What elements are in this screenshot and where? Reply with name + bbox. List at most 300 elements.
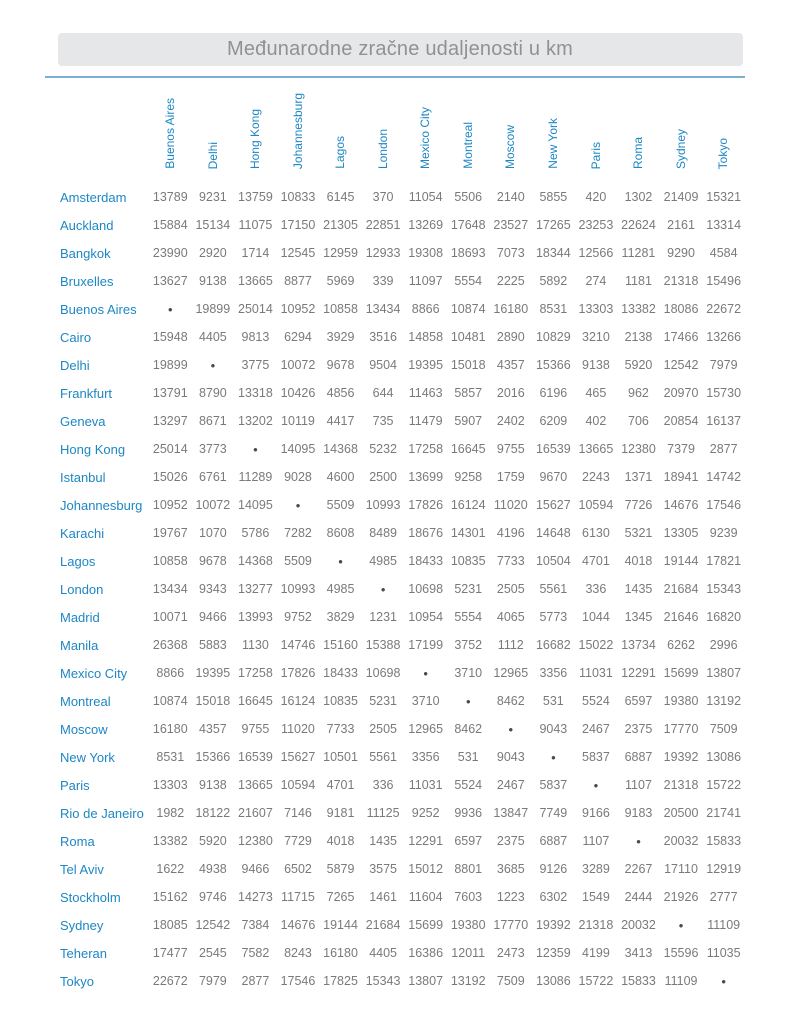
distance-cell: 4417 [326,414,355,428]
distance-cell: 18433 [408,554,444,568]
distance-cell: 402 [585,414,607,428]
table-row [45,659,745,687]
distance-cell: 10072 [195,498,231,512]
distance-cell: 16539 [238,750,273,764]
distance-cell: 3413 [624,946,653,960]
row-header: Amsterdam [60,189,127,205]
distance-cell: 5554 [454,610,483,624]
distance-cell: 8462 [496,694,525,708]
distance-cell: 2877 [709,442,738,456]
distance-cell: 1549 [582,890,610,904]
table-row [45,743,745,771]
distance-cell: 21409 [663,190,699,204]
row-header: Manila [60,637,99,653]
distance-cell: 1714 [241,246,270,260]
distance-cell: 7073 [496,246,525,260]
distance-cell: 16820 [706,610,742,624]
column-header-label: Paris [588,141,603,169]
distance-cell: 18085 [152,918,188,932]
distance-cell: 10835 [450,554,486,568]
distance-cell: 13305 [663,526,699,540]
distance-cell: 11479 [408,414,443,428]
distance-cell: 19899 [152,358,188,372]
distance-cell: 7979 [198,974,227,988]
distance-cell: 15496 [706,274,742,288]
table-body [45,183,745,995]
distance-cell: 5786 [241,526,270,540]
diagonal-dot: • [423,665,428,681]
distance-cell: 3752 [454,638,483,652]
header-row [45,82,745,183]
distance-cell: 16645 [450,442,486,456]
row-header: Delhi [60,357,90,373]
distance-cell: 12291 [621,666,656,680]
distance-cell: 15018 [195,694,231,708]
distance-cell: 16682 [535,638,571,652]
column-header-label: Roma [631,136,646,169]
distance-cell: 1107 [582,834,610,848]
distance-cell: 17258 [408,442,444,456]
distance-cell: 7603 [454,890,483,904]
distance-cell: 2545 [198,946,227,960]
distance-cell: 2467 [582,722,610,736]
distance-cell: 10594 [578,498,614,512]
column-header [575,82,618,183]
distance-cell: 12919 [706,862,742,876]
distance-cell: 6761 [198,470,227,484]
distance-cell: 706 [628,414,649,428]
distance-cell: 22672 [152,974,188,988]
distance-cell: 531 [457,750,479,764]
distance-cell: 21646 [663,610,699,624]
distance-cell: 2140 [496,190,525,204]
distance-cell: 25014 [238,302,273,316]
distance-cell: 15722 [578,974,614,988]
distance-cell: 13993 [238,610,273,624]
distance-cell: 13297 [152,414,188,428]
distance-cell: 6209 [539,414,568,428]
distance-cell: 23253 [578,218,614,232]
distance-cell: 962 [628,386,649,400]
distance-cell: 8877 [284,274,312,288]
distance-cell: 16180 [152,722,188,736]
distance-cell: 14095 [238,498,273,512]
diagonal-dot: • [593,777,599,793]
distance-cell: 5524 [582,694,610,708]
distance-cell: 4985 [369,554,397,568]
distance-cell: 13318 [238,386,273,400]
distance-cell: 3710 [411,694,440,708]
distance-cell: 3773 [198,442,227,456]
distance-cell: 2877 [241,974,270,988]
distance-cell: 10501 [323,750,358,764]
row-header: Auckland [60,217,114,233]
distance-cell: 11289 [238,470,273,484]
distance-cell: 4196 [496,526,525,540]
table-row [45,239,745,267]
distance-cell: 15596 [663,946,699,960]
column-header [702,82,745,183]
distance-cell: 6887 [624,750,653,764]
distance-cell: 5561 [539,582,568,596]
distance-cell: 10952 [280,302,316,316]
distance-cell: 19144 [663,554,699,568]
distance-cell: 8801 [454,862,483,876]
distance-cell: 13192 [706,694,742,708]
distance-cell: 15160 [323,638,358,652]
distance-cell: 6597 [624,694,653,708]
distance-cell: 14301 [450,526,486,540]
distance-cell: 18086 [663,302,699,316]
distance-cell: 19380 [663,694,699,708]
distance-cell: 11020 [493,498,528,512]
distance-cell: 19899 [195,302,231,316]
distance-cell: 4018 [624,554,653,568]
distance-cell: 15022 [578,638,614,652]
row-header: Bruxelles [60,273,114,289]
distance-cell: 15134 [195,218,231,232]
column-header-label: Montreal [460,122,475,169]
row-header: Stockholm [60,889,121,905]
distance-cell: 10858 [152,554,188,568]
distance-cell: 19308 [408,246,444,260]
diagonal-dot: • [636,833,641,849]
distance-cell: 13759 [238,190,273,204]
row-header: New York [60,749,115,765]
diagonal-dot: • [508,721,514,737]
distance-cell: 19380 [450,918,486,932]
table-row [45,575,745,603]
distance-cell: 644 [372,386,394,400]
table-row [45,351,745,379]
distance-cell: 10072 [280,358,316,372]
distance-cell: 26368 [152,638,188,652]
column-header [617,82,660,183]
distance-cell: 2500 [369,470,397,484]
diagonal-dot: • [380,581,386,597]
distance-cell: 8531 [539,302,568,316]
distance-cell: 10993 [365,498,401,512]
distance-cell: 339 [372,274,394,288]
distance-cell: 10829 [535,330,571,344]
distance-cell: 15699 [663,666,699,680]
distance-cell: 10594 [280,778,316,792]
distance-cell: 13627 [152,274,188,288]
distance-cell: 6130 [582,526,610,540]
row-header: Hong Kong [60,441,126,457]
distance-cell: 1107 [625,778,652,792]
distance-cell: 8866 [156,666,185,680]
table-row [45,799,745,827]
row-header: Madrid [60,609,100,625]
distance-cell: 12359 [535,946,571,960]
distance-cell: 16137 [706,414,742,428]
distance-cell: 13192 [450,974,486,988]
distance-cell: 10835 [323,694,358,708]
distance-cell: 9252 [411,806,440,820]
distance-cell: 9343 [198,582,227,596]
distance-cell: 9239 [709,526,738,540]
distance-cell: 11031 [578,666,613,680]
distance-cell: 1112 [497,638,524,652]
distance-cell: 5879 [326,862,355,876]
row-header: Buenos Aires [60,301,137,317]
distance-cell: 2243 [582,470,610,484]
distance-cell: 1622 [156,862,185,876]
distance-cell: 5554 [454,274,483,288]
distance-cell: 3356 [539,666,568,680]
distance-cell: 15730 [706,386,742,400]
distance-cell: 14742 [706,470,742,484]
distance-cell: 9466 [241,862,270,876]
distance-cell: 10119 [281,414,315,428]
distance-cell: 7733 [326,722,355,736]
distance-cell: 4584 [709,246,738,260]
distance-cell: 7749 [539,806,568,820]
distance-cell: 2505 [496,582,525,596]
distance-cell: 15627 [280,750,316,764]
distance-cell: 6887 [539,834,568,848]
distance-cell: 7384 [241,918,270,932]
distance-cell: 15833 [621,974,656,988]
distance-cell: 10071 [152,610,188,624]
distance-cell: 17648 [450,218,486,232]
distance-cell: 3516 [369,330,397,344]
distance-cell: 15627 [535,498,571,512]
distance-cell: 10833 [280,190,316,204]
distance-cell: 13665 [238,778,273,792]
table-row [45,519,745,547]
distance-cell: 11463 [408,386,443,400]
distance-cell: 1759 [496,470,525,484]
row-header: Paris [60,777,90,793]
distance-cell: 21741 [706,806,742,820]
distance-cell: 3356 [411,750,440,764]
distance-cell: 3210 [582,330,610,344]
table-header [45,82,745,183]
distance-cell: 13847 [493,806,529,820]
distance-cell: 13699 [408,470,444,484]
distance-cell: 13665 [238,274,273,288]
distance-cell: 7282 [284,526,312,540]
distance-table [45,82,745,995]
distance-cell: 2016 [496,386,525,400]
row-header: Istanbul [60,469,106,485]
distance-cell: 3929 [326,330,355,344]
table-row [45,603,745,631]
column-header [660,82,703,183]
table-row [45,547,745,575]
distance-cell: 5509 [326,498,355,512]
distance-cell: 6145 [326,190,355,204]
distance-cell: 14648 [535,526,571,540]
table-row [45,267,745,295]
distance-cell: 16539 [535,442,571,456]
distance-cell: 11109 [707,918,741,932]
distance-cell: 4701 [326,778,355,792]
diagonal-dot: • [210,357,216,373]
distance-cell: 21318 [578,918,614,932]
distance-cell: 5969 [326,274,355,288]
distance-cell: 5773 [539,610,568,624]
distance-cell: 13434 [365,302,401,316]
distance-cell: 7509 [709,722,738,736]
distance-cell: 7265 [326,890,355,904]
distance-cell: 18941 [663,470,699,484]
distance-cell: 336 [585,582,607,596]
distance-cell: 18676 [408,526,444,540]
distance-cell: 11604 [408,890,443,904]
distance-cell: 12933 [365,246,401,260]
distance-cell: 5837 [582,750,610,764]
distance-cell: 21607 [238,806,273,820]
distance-cell: 5837 [539,778,568,792]
distance-cell: 13277 [238,582,273,596]
distance-cell: 12542 [663,358,699,372]
distance-cell: 13303 [578,302,614,316]
distance-cell: 9752 [284,610,312,624]
row-header: Sydney [60,917,104,933]
distance-cell: 17150 [280,218,316,232]
distance-cell: 3289 [582,862,610,876]
row-header: Cairo [60,329,92,345]
distance-cell: 531 [542,694,564,708]
distance-cell: 17265 [535,218,571,232]
distance-cell: 25014 [152,442,188,456]
distance-cell: 19395 [408,358,444,372]
distance-cell: 5232 [369,442,397,456]
distance-cell: 10426 [280,386,316,400]
distance-cell: 11031 [408,778,443,792]
distance-cell: 6302 [539,890,568,904]
row-header: London [60,581,104,597]
distance-cell: 13086 [535,974,571,988]
distance-cell: 2920 [198,246,227,260]
table-row [45,183,745,211]
distance-cell: 420 [585,190,607,204]
distance-cell: 9231 [198,190,227,204]
distance-cell: 11097 [408,274,443,288]
table-row [45,883,745,911]
distance-cell: 13734 [621,638,656,652]
distance-cell: 13665 [578,442,614,456]
distance-cell: 9936 [454,806,483,820]
distance-cell: 9670 [539,470,568,484]
table-row [45,323,745,351]
distance-cell: 11054 [408,190,443,204]
distance-cell: 9258 [454,470,483,484]
distance-cell: 17821 [706,554,742,568]
distance-cell: 14858 [408,330,444,344]
distance-cell: 17258 [238,666,273,680]
distance-cell: 9755 [496,442,525,456]
distance-cell: 1461 [369,890,397,904]
distance-cell: 2267 [624,862,653,876]
row-header: Montreal [60,693,111,709]
column-header [447,82,490,183]
distance-cell: 5883 [198,638,227,652]
distance-cell: 2138 [624,330,653,344]
distance-cell: 15366 [195,750,231,764]
table-row [45,631,745,659]
distance-cell: 16180 [493,302,529,316]
column-header-label: Johannesburg [290,92,305,169]
table-row [45,687,745,715]
distance-cell: 21926 [663,890,699,904]
distance-cell: 9028 [284,470,312,484]
distance-cell: 10698 [365,666,401,680]
distance-cell: 18693 [450,246,486,260]
distance-cell: 10874 [152,694,188,708]
distance-cell: 9813 [241,330,270,344]
distance-cell: 5321 [624,526,653,540]
table-row [45,715,745,743]
distance-cell: 5907 [454,414,483,428]
distance-cell: 1435 [624,582,653,596]
distance-cell: 11035 [706,946,741,960]
distance-cell: 15162 [152,890,188,904]
distance-cell: 9466 [198,610,227,624]
distance-cell: 10993 [280,582,316,596]
row-header: Karachi [60,525,105,541]
distance-cell: 2996 [709,638,738,652]
distance-cell: 9678 [198,554,227,568]
distance-cell: 17466 [663,330,699,344]
column-header [532,82,575,183]
distance-cell: 9138 [198,778,227,792]
column-header [319,82,362,183]
table-row [45,939,745,967]
table-row [45,435,745,463]
row-header: Tel Aviv [60,861,104,877]
distance-cell: 20500 [663,806,699,820]
distance-cell: 2777 [709,890,738,904]
distance-cell: 23527 [493,218,529,232]
distance-cell: 2890 [496,330,525,344]
distance-cell: 12542 [195,918,231,932]
distance-cell: 5855 [539,190,568,204]
distance-cell: 4985 [326,582,355,596]
distance-cell: 14368 [323,442,358,456]
table-row [45,911,745,939]
distance-cell: 20032 [663,834,699,848]
distance-cell: 13382 [152,834,188,848]
distance-cell: 7729 [284,834,312,848]
distance-cell: 8866 [411,302,440,316]
distance-cell: 2375 [624,722,653,736]
distance-cell: 22851 [365,218,401,232]
distance-cell: 14676 [280,918,316,932]
distance-cell: 5524 [454,778,483,792]
distance-cell: 5920 [624,358,653,372]
distance-cell: 1070 [198,526,227,540]
distance-cell: 5231 [454,582,483,596]
distance-cell: 7726 [624,498,653,512]
distance-cell: 19395 [195,666,231,680]
distance-cell: 11125 [366,806,400,820]
distance-cell: 11075 [238,218,273,232]
distance-cell: 19144 [323,918,358,932]
distance-cell: 16124 [280,694,316,708]
table-row [45,211,745,239]
distance-cell: 15948 [152,330,188,344]
distance-cell: 7582 [241,946,270,960]
distance-cell: 13314 [706,218,742,232]
distance-cell: 3775 [241,358,270,372]
distance-cell: 16386 [408,946,444,960]
diagonal-dot: • [295,497,301,513]
distance-cell: 12965 [408,722,444,736]
